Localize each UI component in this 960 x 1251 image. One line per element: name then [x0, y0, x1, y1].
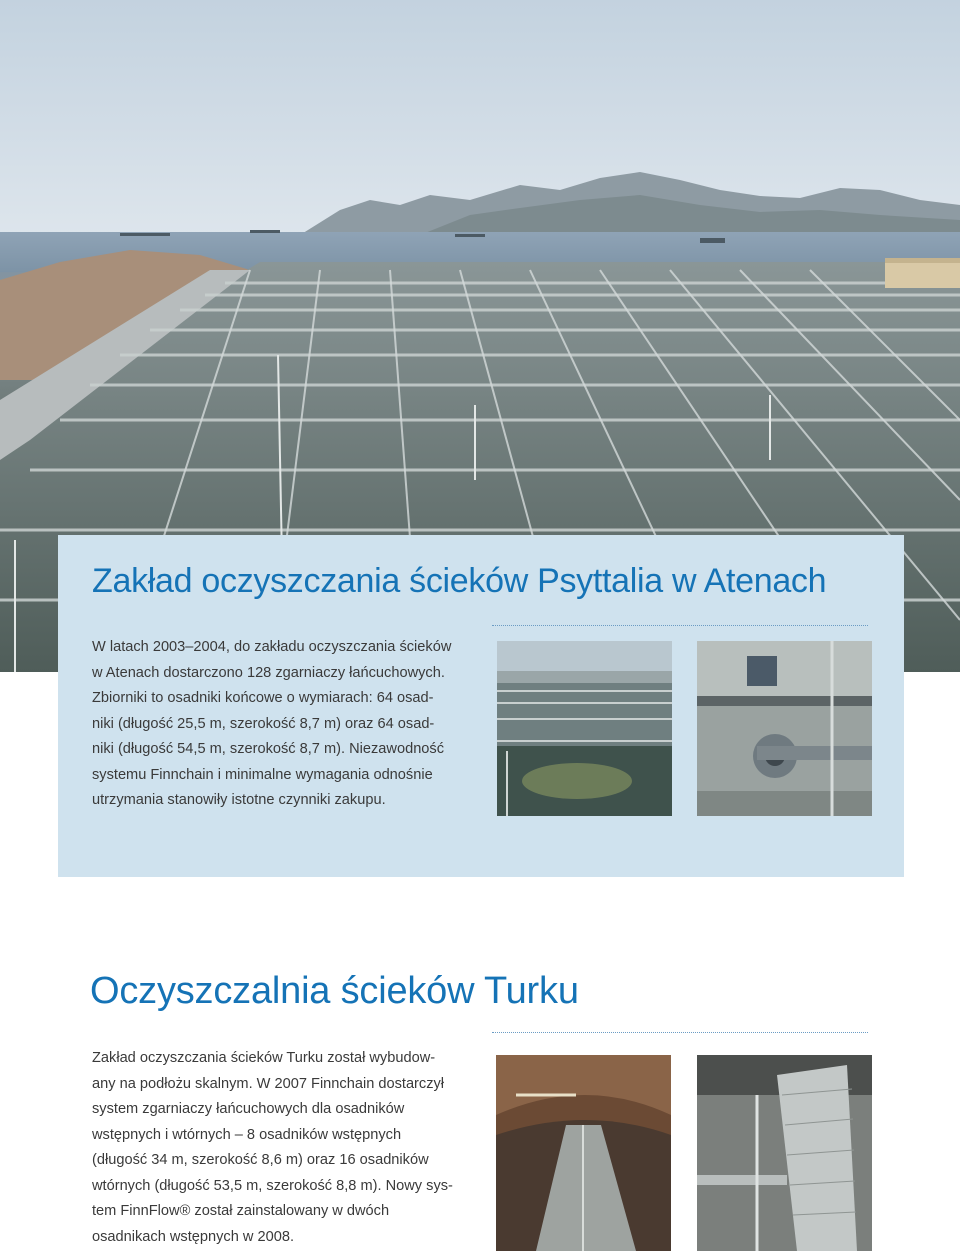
- section1-title: Zakład oczyszczania ścieków Psyttalia w Atenach: [92, 562, 827, 600]
- chain-drive-photo: [697, 641, 872, 816]
- section2-line: osadnikach wstępnych w 2008.: [92, 1228, 295, 1245]
- section1-line: w Atenach dostarczono 128 zgarniaczy łańcuchowych.: [92, 664, 445, 681]
- section2-line: wtórnych (długość 53,5 m, szerokość 8,8 m). Nowy sys-: [92, 1177, 453, 1194]
- section2-title: Oczyszczalnia ścieków Turku: [90, 970, 579, 1012]
- section1-line: niki (długość 25,5 m, szerokość 8,7 m) oraz 64 osad-: [92, 715, 435, 732]
- section2-line: any na podłożu skalnym. W 2007 Finnchain dostarczył: [92, 1075, 445, 1092]
- basin-photo: [497, 641, 672, 816]
- section1-line: W latach 2003–2004, do zakładu oczyszczania ścieków: [92, 639, 452, 655]
- section1-body: [92, 635, 451, 814]
- section2-divider: [492, 1032, 868, 1033]
- section2-line: tem FinnFlow® został zainstalowany w dwóch: [92, 1203, 390, 1219]
- section2-line: system zgarniaczy łańcuchowych dla osadników: [92, 1101, 405, 1117]
- section1-line: utrzymania stanowiły istotne czynniki zakupu.: [92, 792, 386, 808]
- section2-line: Zakład oczyszczania ścieków Turku został wybudow-: [92, 1050, 436, 1066]
- section1-line: systemu Finnchain i minimalne wymagania odnośnie: [92, 766, 433, 783]
- section1-line: niki (długość 54,5 m, szerokość 8,7 m). Niezawodność: [92, 741, 445, 757]
- section1-line: Zbiorniki to osadniki końcowe o wymiarach: 64 osad-: [92, 690, 434, 706]
- section1-divider: [492, 625, 868, 626]
- section2-line: wstępnych i wtórnych – 8 osadników wstępnych: [92, 1126, 402, 1143]
- rock-tunnel-photo: [496, 1055, 671, 1251]
- walkway-photo: [697, 1055, 872, 1251]
- section2-line: (długość 34 m, szerokość 8,6 m) oraz 16 osadników: [92, 1152, 429, 1168]
- section2-body: [92, 1046, 453, 1250]
